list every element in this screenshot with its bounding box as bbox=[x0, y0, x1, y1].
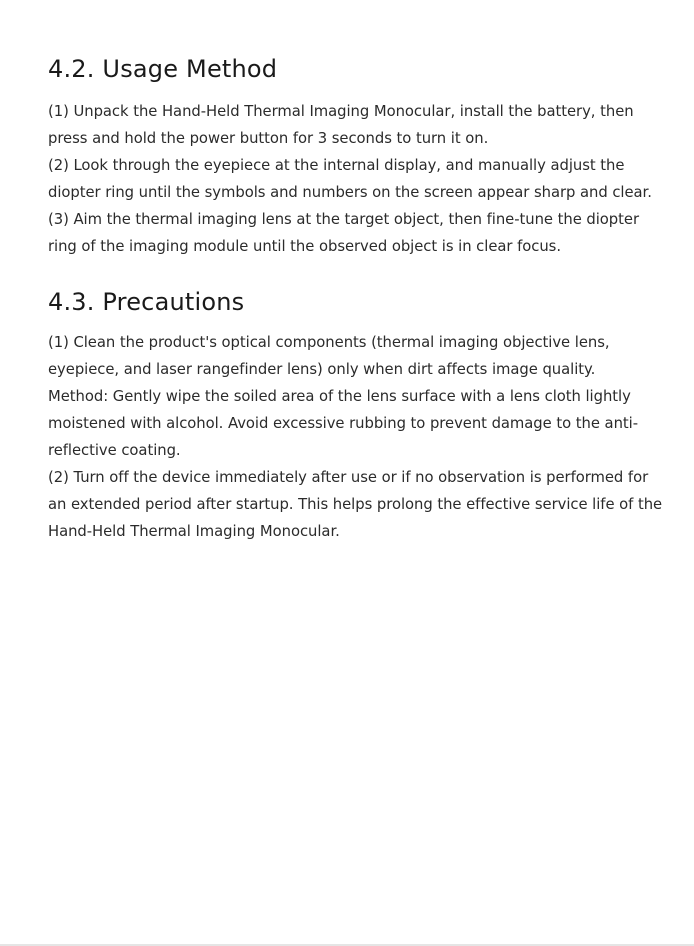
usage-step-1: (1) Unpack the Hand-Held Thermal Imaging Monocular, install the battery, then press and hold the power button for 3 seconds to turn it on. bbox=[48, 103, 634, 147]
usage-step-3: (3) Aim the thermal imaging lens at the target object, then fine-tune the diopter ring of the imaging module until the observed object is in clear focus. bbox=[48, 211, 639, 255]
precaution-2: (2) Turn off the device immediately after use or if no observation is performed for an extended period after startup. This helps prolong the effective service life of the Hand-Held Thermal Imaging Monocular. bbox=[48, 469, 663, 540]
precaution-1: (1) Clean the product's optical components (thermal imaging objective lens, eyepiece, and laser rangefinder lens) only when dirt affects image quality. bbox=[48, 334, 610, 378]
usage-method-section bbox=[48, 52, 668, 260]
precaution-1-method: Method: Gently wipe the soiled area of the lens surface with a lens cloth lightly moistened with alcohol. Avoid excessive rubbing to prevent damage to the anti-reflective coating. bbox=[48, 388, 638, 459]
precautions-section bbox=[48, 285, 668, 545]
usage-step-2: (2) Look through the eyepiece at the internal display, and manually adjust the diopter ring until the symbols and numbers on the screen appear sharp and clear. bbox=[48, 157, 652, 201]
precautions-heading: 4.3. Precautions bbox=[48, 288, 245, 316]
usage-method-heading: 4.2. Usage Method bbox=[48, 55, 278, 83]
